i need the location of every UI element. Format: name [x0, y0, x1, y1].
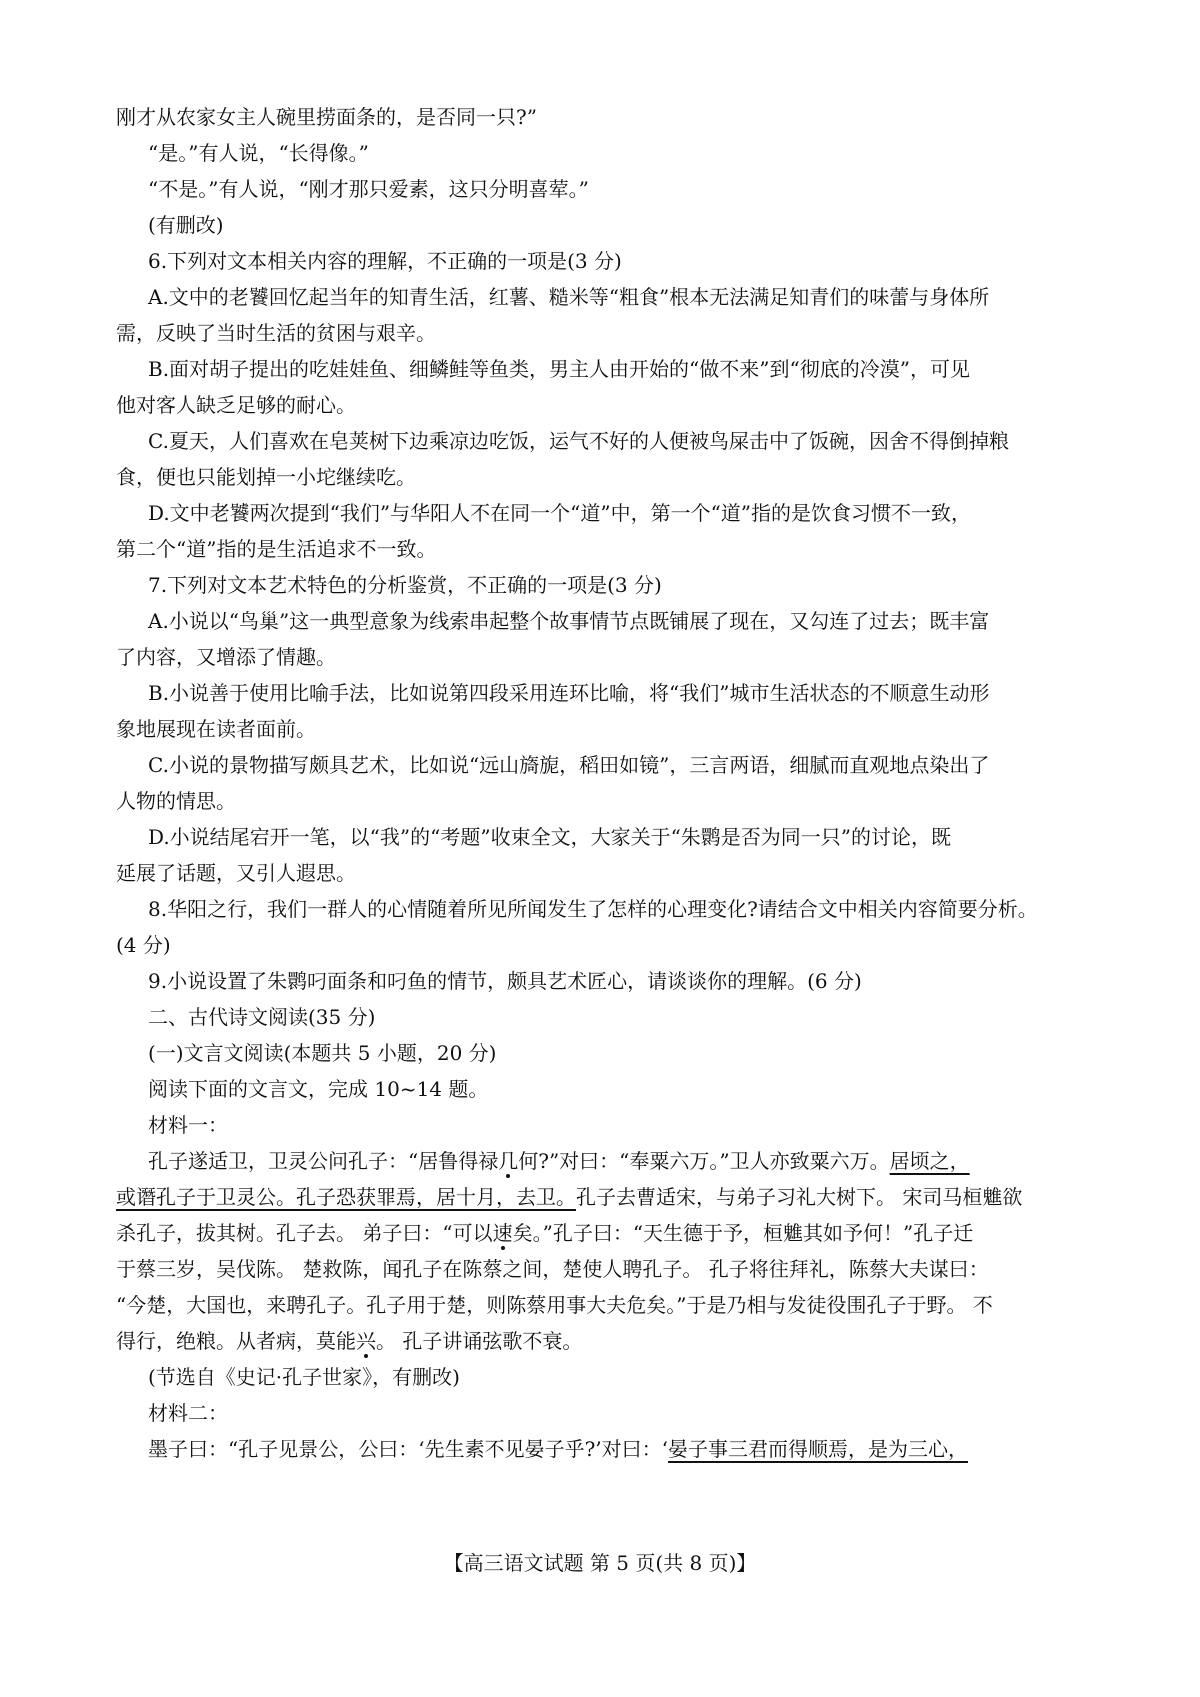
passage-line: [0, 1287, 993, 1323]
material-2-label: [0, 1395, 228, 1431]
passage-text: 墨子曰：“孔子见景公，公曰：‘先生素不见晏子乎?’对曰：‘: [148, 1437, 669, 1461]
line-text: “不是。”有人说，“刚才那只爱素，这只分明喜荤。”: [148, 177, 589, 201]
material-1-label: [0, 1107, 228, 1143]
source-note: [0, 207, 224, 243]
question-6-option-d: [0, 495, 971, 531]
question-6-option-b-cont: [0, 387, 356, 423]
line-text: (节选自《史记·孔子世家》，有删改): [148, 1365, 460, 1389]
line-text: 6.下列对文本相关内容的理解，不正确的一项是(3 分): [148, 249, 622, 273]
passage-line: [0, 1323, 582, 1359]
question-6-option-b: [0, 351, 970, 387]
passage-text: 得行，绝粮。从者病，莫能: [116, 1329, 356, 1353]
passage-line: [0, 1431, 968, 1467]
passage-line: [0, 1215, 973, 1251]
line-text: 象地展现在读者面前。: [116, 717, 316, 741]
line-text: 阅读下面的文言文，完成 10~14 题。: [148, 1077, 489, 1101]
question-6-option-c-cont: [0, 459, 416, 495]
line-text: 第二个“道”指的是生活追求不一致。: [116, 537, 437, 561]
line-text: 食，便也只能划掉一小坨继续吃。: [116, 465, 416, 489]
line-text: 二、古代诗文阅读(35 分): [148, 1005, 376, 1029]
question-6-stem: [0, 243, 622, 279]
line-text: A.小说以“鸟巢”这一典型意象为线索串起整个故事情节点既铺展了现在，又勾连了过去；既丰富: [148, 609, 990, 633]
question-7-option-b: [0, 675, 990, 711]
subsection-heading: [0, 1035, 496, 1071]
question-9: [0, 963, 862, 999]
question-6-option-a: [0, 279, 989, 315]
line-text: 8.华阳之行，我们一群人的心情随着所见所闻发生了怎样的心理变化?请结合文中相关内容简要分析。: [148, 897, 1038, 921]
question-7-option-a: [0, 603, 989, 639]
passage-text: 孔子遂适卫，卫灵公问孔子：“居鲁得禄: [148, 1149, 499, 1173]
underlined-text: 居顷之，: [889, 1149, 970, 1173]
question-6-option-c: [0, 423, 1009, 459]
line-text: (一)文言文阅读(本题共 5 小题，20 分): [148, 1041, 497, 1065]
reading-instruction: [0, 1071, 488, 1107]
passage-text: 孔子去曹适宋，与弟子习礼大树下。 宋司马桓魋欲: [576, 1185, 1023, 1209]
line-text: “是。”有人说，“长得像。”: [148, 141, 369, 165]
question-8-score: [0, 927, 171, 963]
question-6-option-d-cont: [0, 531, 436, 567]
line-text: 刚才从农家女主人碗里捞面条的，是否同一只?”: [116, 105, 537, 129]
text-line: [0, 135, 369, 171]
question-7-option-d-cont: [0, 855, 356, 891]
line-text: 他对客人缺乏足够的耐心。: [116, 393, 356, 417]
question-7-option-c: [0, 747, 989, 783]
line-text: 9.小说设置了朱鹮叼面条和叼鱼的情节，颇具艺术匠心，请谈谈你的理解。(6 分): [148, 969, 862, 993]
source-note: [0, 1359, 460, 1395]
line-text: 材料二：: [148, 1401, 228, 1425]
section-heading: [0, 999, 375, 1035]
question-7-option-d: [0, 819, 951, 855]
question-6-option-a-cont: [0, 315, 436, 351]
line-text: 人物的情思。: [116, 789, 236, 813]
line-text: 了内容，又增添了情趣。: [116, 645, 336, 669]
line-text: A.文中的老饕回忆起当年的知青生活，红薯、糙米等“粗食”根本无法满足知青们的味蕾与身体所: [148, 285, 990, 309]
line-text: C.小说的景物描写颇具艺术，比如说“远山旖旎，稻田如镜”，三言两语，细腻而直观地点染出了: [148, 753, 990, 777]
passage-text: “今楚，大国也，来聘孔子。孔子用于楚，则陈蔡用事大夫危矣。”于是乃相与发徒役围孔子于野。 不: [116, 1293, 993, 1317]
passage-text: 矣。”孔子曰：“天生德于予，桓魋其如予何！”孔子迁: [512, 1221, 974, 1245]
passage-text: 。 孔子讲诵弦歌不衰。: [376, 1329, 583, 1353]
footer-text: 【高三语文试题 第 5 页(共 8 页)】: [443, 1551, 757, 1575]
emphasis-dot-char: 几: [498, 1149, 519, 1173]
page-footer: [0, 1545, 1200, 1581]
line-text: D.文中老饕两次提到“我们”与华阳人不在同一个“道”中，第一个“道”指的是饮食习惯不一致，: [148, 501, 972, 525]
question-8: [0, 891, 1038, 927]
passage-line: [0, 1251, 989, 1287]
text-line: [0, 171, 589, 207]
passage-text: 杀孔子，拔其树。孔子去。 弟子曰：“可以: [116, 1221, 493, 1245]
underlined-text: 或谮孔子于卫灵公。孔子恐获罪焉，居十月，去卫。: [116, 1185, 576, 1209]
passage-line: [0, 1143, 970, 1179]
emphasis-dot-char: 速: [492, 1221, 513, 1245]
line-text: (有删改): [148, 213, 224, 237]
line-text: C.夏天，人们喜欢在皂荚树下边乘凉边吃饭，运气不好的人便被鸟屎击中了饭碗，因舍不得倒掉粮: [148, 429, 1009, 453]
question-7-stem: [0, 567, 662, 603]
line-text: B.小说善于使用比喻手法，比如说第四段采用连环比喻，将“我们”城市生活状态的不顺意生动形: [148, 681, 990, 705]
question-7-option-c-cont: [0, 783, 236, 819]
line-text: D.小说结尾宕开一笔，以“我”的“考题”收束全文，大家关于“朱鹮是否为同一只”的讨论，既: [148, 825, 952, 849]
line-text: 材料一：: [148, 1113, 228, 1137]
line-text: (4 分): [116, 933, 171, 957]
line-text: B.面对胡子提出的吃娃娃鱼、细鳞鲑等鱼类，男主人由开始的“做不来”到“彻底的冷漠”，可见: [148, 357, 970, 381]
line-text: 延展了话题，又引人遐思。: [116, 861, 356, 885]
passage-text: 于蔡三岁，吴伐陈。 楚救陈，闻孔子在陈蔡之间，楚使人聘孔子。 孔子将往拜礼，陈蔡大夫谋曰：: [116, 1257, 989, 1281]
passage-line: [0, 1179, 1022, 1215]
question-7-option-b-cont: [0, 711, 316, 747]
text-line: [0, 99, 537, 135]
line-text: 7.下列对文本艺术特色的分析鉴赏，不正确的一项是(3 分): [148, 573, 662, 597]
underlined-text: 晏子事三君而得顺焉，是为三心，: [668, 1437, 969, 1461]
question-7-option-a-cont: [0, 639, 336, 675]
line-text: 需，反映了当时生活的贫困与艰辛。: [116, 321, 436, 345]
emphasis-dot-char: 兴: [356, 1329, 376, 1353]
passage-text: 何?”对曰：“奉粟六万。”卫人亦致粟六万。: [518, 1149, 890, 1173]
